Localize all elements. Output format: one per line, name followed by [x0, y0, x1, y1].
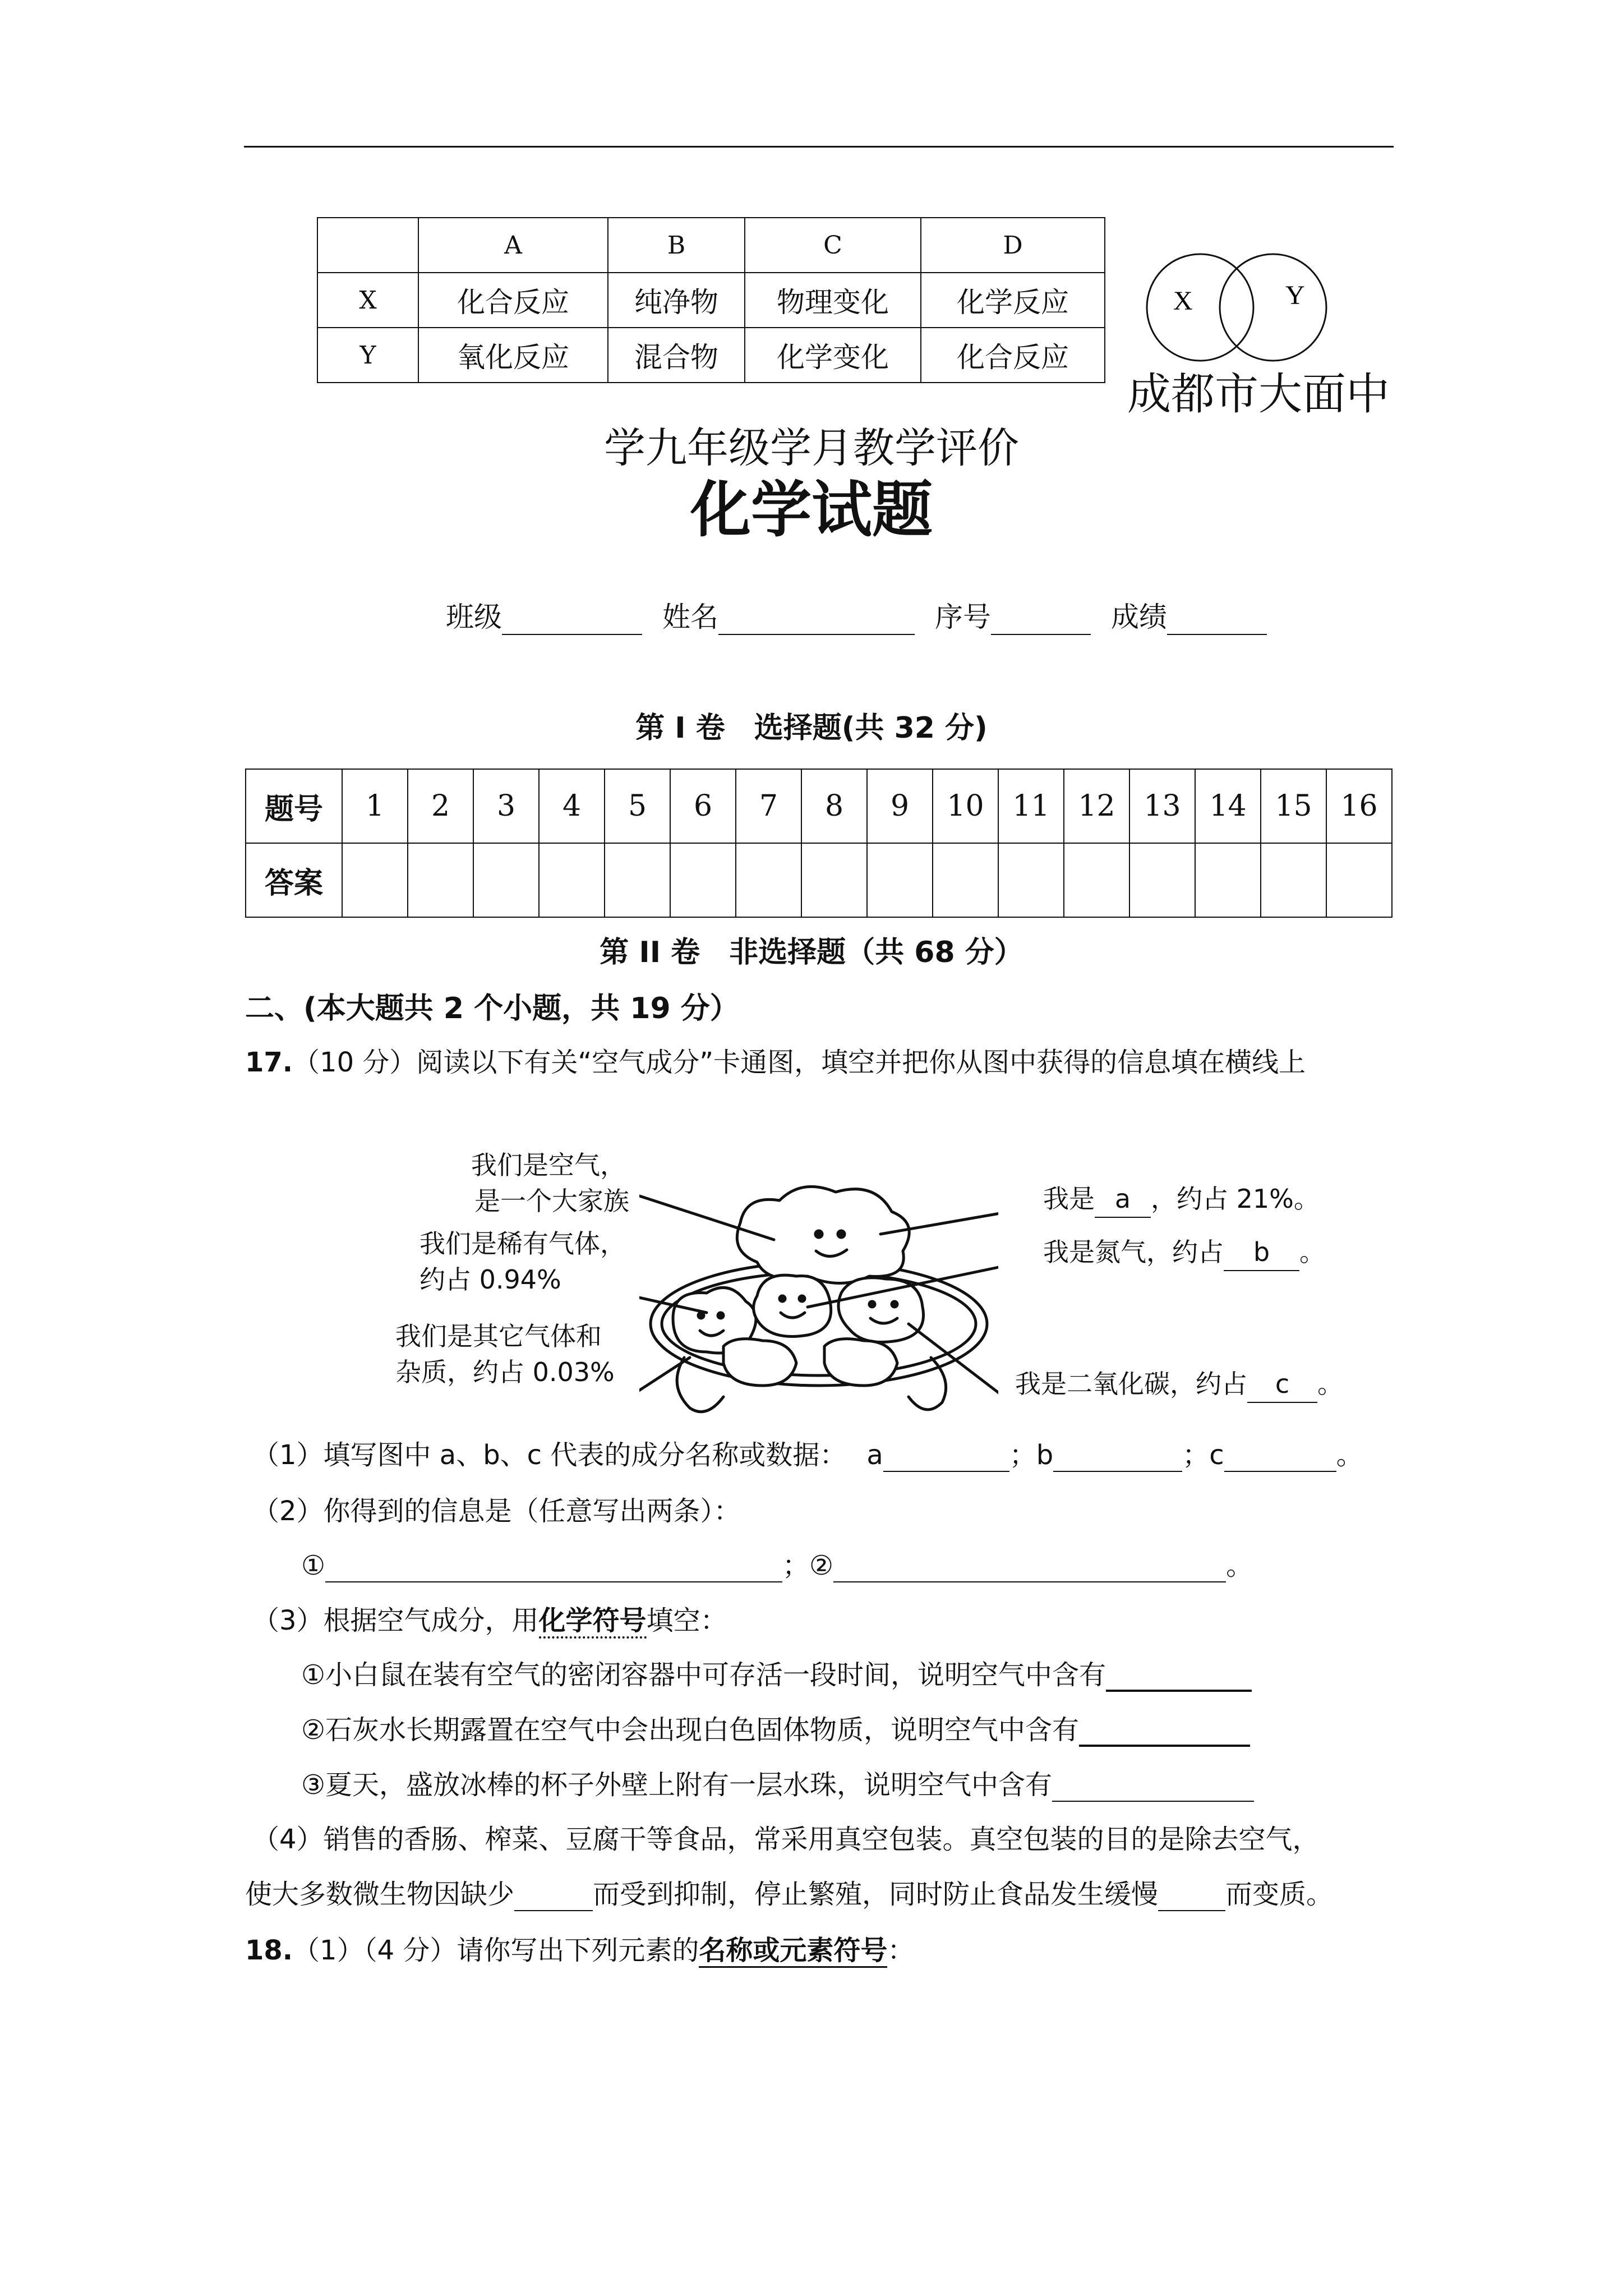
section2-title: 第 II 卷 非选择题（共 68 分） [600, 936, 1023, 969]
section1-title: 第 I 卷 选择题(共 32 分) [635, 711, 988, 745]
cartoon-eye [799, 1296, 805, 1301]
question-text: ②石灰水长期露置在空气中会出现白色固体物质，说明空气中含有 [301, 1714, 1080, 1746]
grid-row-label: 题号 [246, 769, 342, 843]
cartoon-text: 是一个大家族 [474, 1186, 629, 1216]
cartoon-text: 约占 0.94% [419, 1264, 561, 1295]
cartoon-text: 。 [1299, 1237, 1325, 1267]
answer-grid [245, 769, 1393, 918]
cartoon-eye [780, 1296, 785, 1301]
answer-cell[interactable] [1129, 843, 1195, 917]
table-cell: Y [317, 328, 418, 383]
q17-sub4-line2 [245, 1872, 1333, 1911]
table-row [246, 769, 1392, 843]
answer-cell[interactable] [408, 843, 473, 917]
question-number: 13 [1129, 769, 1195, 843]
q17-sub4-line1: （4）销售的香肠、榨菜、豆腐干等食品，常采用真空包装。真空包装的目的是除去空气， [252, 1824, 1320, 1855]
question-text: 。 [1336, 1439, 1363, 1471]
cartoon-text: 我是二氧化碳，约占 [1015, 1369, 1247, 1399]
cartoon-text: 我们是稀有气体， [419, 1228, 626, 1259]
question-text: （3）根据空气成分，用 [252, 1605, 539, 1636]
cartoon-text: ，约占 21%。 [1151, 1184, 1320, 1214]
cartoon-text: 我是 [1043, 1184, 1095, 1214]
cartoon-eye [718, 1313, 723, 1318]
question-text: ①小白鼠在装有空气的密闭容器中可存活一段时间，说明空气中含有 [301, 1659, 1106, 1691]
student-info-row [446, 595, 1267, 635]
question-text: ；c [1182, 1439, 1224, 1471]
answer-cell[interactable] [1261, 843, 1326, 917]
cloud-other [723, 1339, 796, 1386]
seat-field[interactable] [991, 602, 1091, 635]
answer-field[interactable] [325, 1553, 782, 1582]
answer-cell[interactable] [736, 843, 801, 917]
answer-cell[interactable] [605, 843, 670, 917]
cloud-co2 [838, 1278, 924, 1342]
name-field[interactable] [718, 602, 915, 635]
score-label: 成绩 [1111, 601, 1167, 633]
question-number: 12 [1064, 769, 1129, 843]
cloud-other [824, 1339, 897, 1386]
table-cell: 混合物 [608, 328, 745, 383]
answer-cell[interactable] [801, 843, 867, 917]
q17-sub3-i [301, 1653, 1252, 1692]
seat-label: 序号 [935, 601, 991, 633]
answer-cell[interactable] [1195, 843, 1261, 917]
class-label: 班级 [446, 601, 502, 633]
answer-cell[interactable] [539, 843, 605, 917]
answer-cell[interactable] [1064, 843, 1129, 917]
cartoon-label-co2 [1015, 1366, 1343, 1403]
question-number: 3 [473, 769, 539, 843]
blank-c: c [1247, 1366, 1317, 1403]
question-text: a [866, 1439, 883, 1471]
table-cell [317, 218, 418, 273]
venn-label-y: Y [1285, 280, 1305, 310]
page-title: 化学试题 [690, 475, 933, 545]
question-number: 6 [670, 769, 736, 843]
question-text: （1）（4 分）请你写出下列元素的 [293, 1935, 699, 1966]
cartoon-label-air [471, 1147, 629, 1219]
question-number: 2 [408, 769, 473, 843]
question-text: （10 分）阅读以下有关“空气成分”卡通图，填空并把你从图中获得的信息填在横线上 [293, 1047, 1306, 1078]
question-number: 8 [801, 769, 867, 843]
table-cell: 氧化反应 [418, 328, 608, 383]
question-number: 14 [1195, 769, 1261, 843]
part-title: 二、(本大题共 2 个小题，共 19 分） [245, 992, 739, 1025]
answer-cell[interactable] [1326, 843, 1392, 917]
name-label: 姓名 [662, 601, 718, 633]
answer-field[interactable] [1053, 1443, 1182, 1472]
cartoon-text: 我是氮气，约占 [1043, 1237, 1224, 1267]
blank-b: b [1224, 1234, 1299, 1271]
question-text: 而受到抑制，停止繁殖，同时防止食品发生缓慢 [593, 1879, 1159, 1910]
table-cell: 纯净物 [608, 273, 745, 328]
question-number: 9 [867, 769, 933, 843]
question-number: 16 [1326, 769, 1392, 843]
question-18-stem [245, 1929, 914, 1967]
table-cell: D [921, 218, 1105, 273]
venn-diagram [1133, 247, 1352, 376]
venn-label-x: X [1173, 286, 1193, 316]
cartoon-label-nitrogen [1043, 1234, 1325, 1271]
answer-cell[interactable] [998, 843, 1064, 917]
q17-sub3-iii [301, 1763, 1254, 1802]
answer-cell[interactable] [473, 843, 539, 917]
cartoon-label-oxygen [1043, 1181, 1320, 1218]
emphasis-text: 化学符号 [539, 1605, 647, 1639]
table-cell: 化学变化 [745, 328, 921, 383]
table-cell: B [608, 218, 745, 273]
blank-a: a [1095, 1181, 1151, 1218]
table-row [317, 273, 1105, 328]
question-number: 1 [342, 769, 408, 843]
question-number: 15 [1261, 769, 1326, 843]
cartoon-text: 我们是空气， [471, 1150, 626, 1180]
table-cell: X [317, 273, 418, 328]
q17-sub3 [252, 1599, 727, 1637]
cartoon-text: 我们是其它气体和 [395, 1321, 602, 1351]
answer-field[interactable] [1224, 1443, 1336, 1472]
answer-cell[interactable] [670, 843, 736, 917]
emphasis-text: 名称或元素符号 [699, 1935, 887, 1968]
q17-sub2: （2）你得到的信息是（任意写出两条）： [252, 1496, 741, 1527]
answer-cell[interactable] [867, 843, 933, 917]
table-cell: 物理变化 [745, 273, 921, 328]
table-cell: 化合反应 [921, 328, 1105, 383]
answer-field[interactable] [1106, 1662, 1252, 1692]
question-17-stem [245, 1041, 1306, 1079]
cartoon-eye [838, 1231, 845, 1237]
q17-sub2-answers [301, 1544, 1253, 1582]
answer-field[interactable] [833, 1553, 1226, 1582]
question-number: 11 [998, 769, 1064, 843]
question-number: 4 [539, 769, 605, 843]
air-cartoon-illustration [639, 1172, 998, 1425]
cartoon-eye [869, 1301, 875, 1307]
question-text: 填空： [646, 1605, 727, 1636]
concept-table-header-row [317, 218, 1105, 273]
q17-sub3-ii [301, 1708, 1250, 1747]
answer-field[interactable] [1052, 1773, 1254, 1802]
concept-table [317, 217, 1105, 383]
venn-circle-x [1147, 254, 1253, 361]
question-text: ： [887, 1935, 915, 1966]
header-rule [244, 146, 1394, 148]
table-cell: A [418, 218, 608, 273]
answer-field[interactable] [883, 1443, 1009, 1472]
cartoon-text: 。 [1317, 1369, 1343, 1399]
cartoon-eye [698, 1313, 704, 1318]
table-row [246, 843, 1392, 917]
question-number: 5 [605, 769, 670, 843]
cartoon-eye [815, 1231, 822, 1237]
cartoon-text: 杂质，约占 0.03% [395, 1357, 615, 1387]
question-text: 使大多数微生物因缺少 [245, 1879, 515, 1910]
cartoon-eye [892, 1301, 897, 1307]
exam-subtitle: 学九年级学月教学评价 [604, 424, 1019, 472]
score-field[interactable] [1167, 602, 1267, 635]
venn-circle-y [1220, 254, 1326, 361]
question-text: 而变质。 [1225, 1879, 1334, 1910]
question-text: ① [301, 1550, 326, 1581]
cartoon-label-rare-gas [419, 1226, 626, 1297]
question-text: （1）填写图中 a、b、c 代表的成分名称或数据： [252, 1439, 847, 1471]
question-number: 17. [245, 1047, 293, 1078]
table-cell: C [745, 218, 921, 273]
table-cell: 化合反应 [418, 273, 608, 328]
answer-field[interactable] [514, 1882, 593, 1911]
question-number: 7 [736, 769, 801, 843]
cartoon-label-other-gas [395, 1318, 615, 1390]
grid-row-label: 答案 [246, 843, 342, 917]
question-text: 。 [1226, 1550, 1253, 1581]
class-field[interactable] [502, 602, 642, 635]
answer-cell[interactable] [933, 843, 998, 917]
school-name: 成都市大面中 [1127, 369, 1390, 420]
answer-cell[interactable] [342, 843, 408, 917]
cartoon-hand [677, 1358, 723, 1412]
question-text: ；② [782, 1550, 834, 1581]
question-number: 10 [933, 769, 998, 843]
question-number: 18. [245, 1935, 293, 1966]
answer-field[interactable] [1079, 1717, 1250, 1747]
answer-field[interactable] [1158, 1882, 1225, 1911]
table-row [317, 328, 1105, 383]
q17-sub1 [252, 1433, 1363, 1472]
pointer-line [639, 1358, 690, 1394]
table-cell: 化学反应 [921, 273, 1105, 328]
question-text: ；b [1009, 1439, 1054, 1471]
question-text: ③夏天，盛放冰棒的杯子外壁上附有一层水珠，说明空气中含有 [301, 1769, 1053, 1801]
